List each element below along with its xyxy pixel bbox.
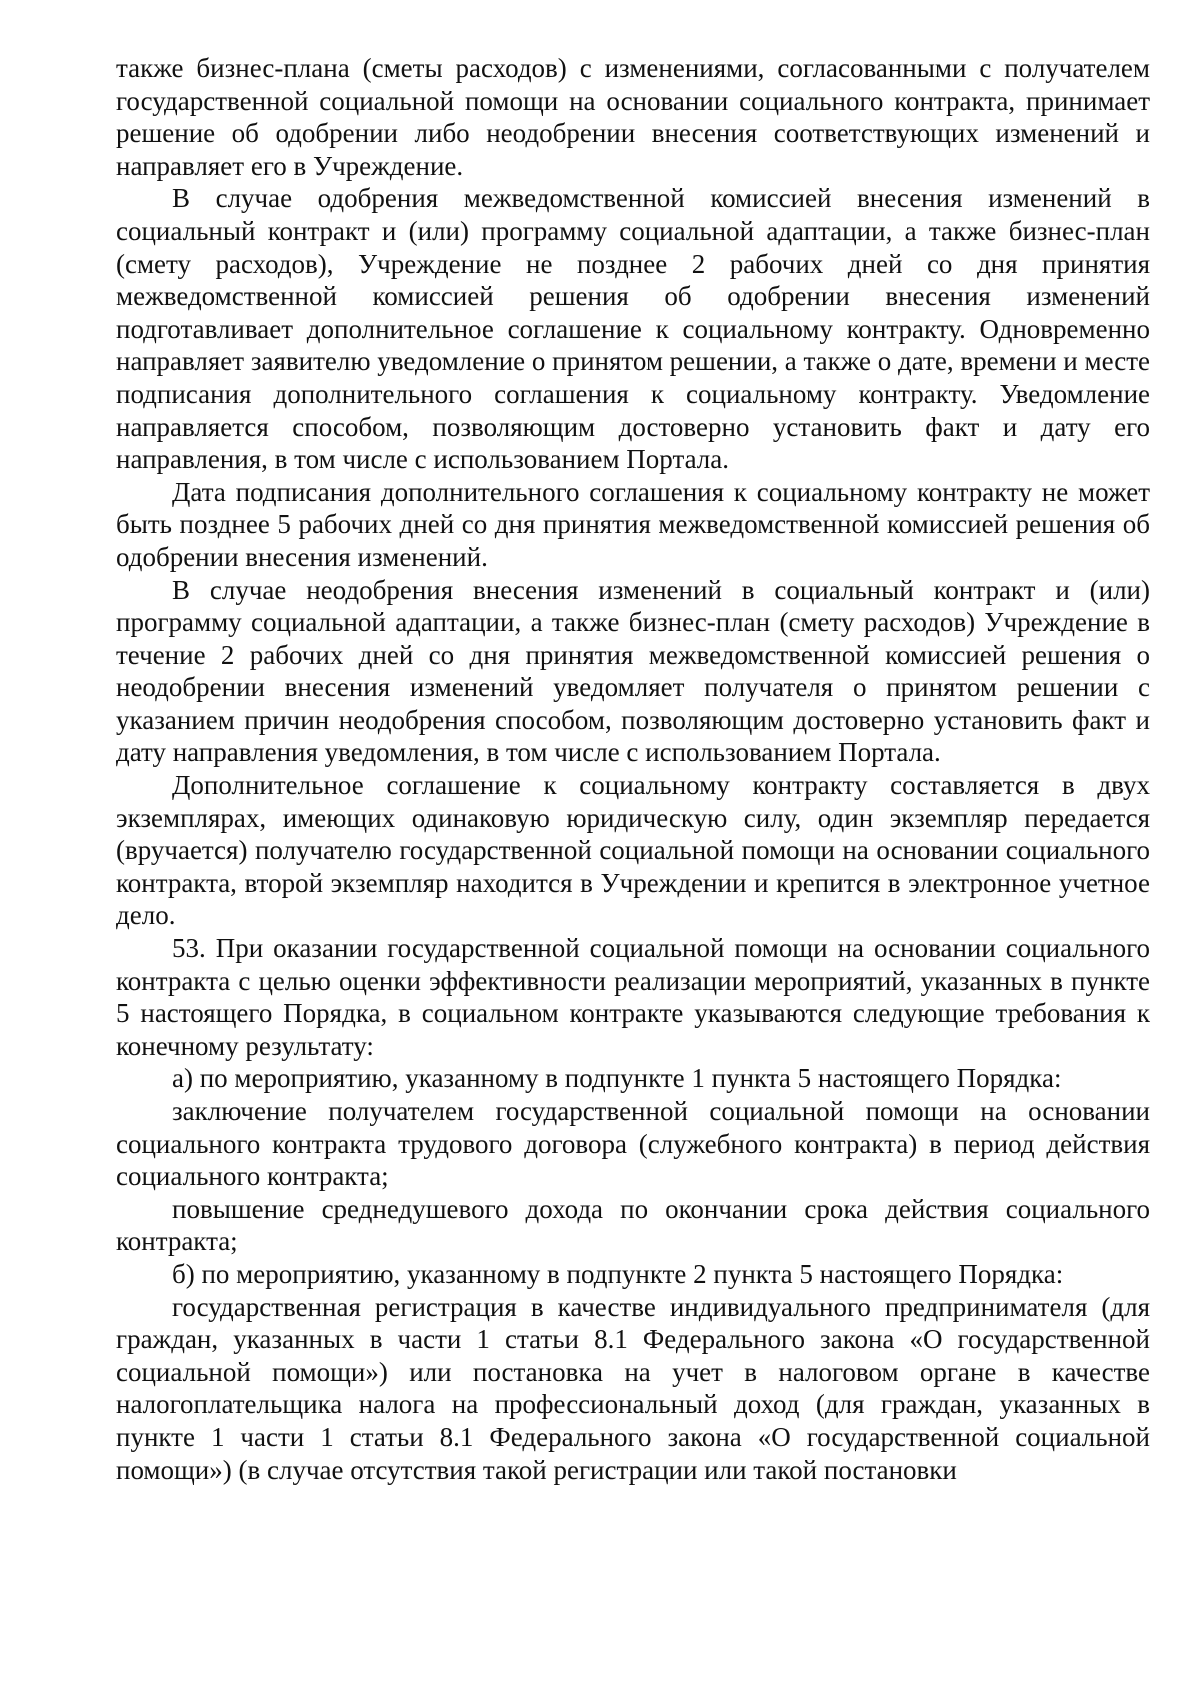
paragraph-employment-contract: заключение получателем государственной социальной помощи на основании социального контракта трудового договора (служебного контракта) в период действия социального контракта;	[116, 1096, 1150, 1192]
paragraph-approval-case: В случае одобрения межведомственной комиссией внесения изменений в социальный контракт и (или) программу социальной адаптации, а также бизнес-план (смету расходов), Учреждение не позднее 2 рабочих дней со дня принятия межведомственной комиссией решения об одобрении внесения изменений подготавливает дополнительное соглашение к социальному контракту. Одновременно направляет заявителю уведомление о принятом решении, а также о дате, времени и месте подписания дополнительного соглашения к социальному контракту. Уведомление направляется способом, позволяющим достоверно установить факт и дату его направления, в том числе с использованием Портала.	[116, 183, 1150, 475]
paragraph-subitem-b: б) по мероприятию, указанному в подпункте 2 пункта 5 настоящего Порядка:	[172, 1258, 1064, 1289]
paragraph-rejection-case: В случае неодобрения внесения изменений в социальный контракт и (или) программу социальной адаптации, а также бизнес-план (смету расходов) Учреждение в течение 2 рабочих дней со дня принятия межведомственной комиссией решения о неодобрении внесения изменений уведомляет получателя о принятом решении с указанием причин неодобрения способом, позволяющим достоверно установить факт и дату направления уведомления, в том числе с использованием Портала.	[116, 574, 1150, 768]
paragraph-copies: Дополнительное соглашение к социальному контракту составляется в двух экземплярах, имеющих одинаковую юридическую силу, один экземпляр передается (вручается) получателю государственной социальной помощи на основании социального контракта, второй экземпляр находится в Учреждении и крепится в электронное учетное дело.	[116, 770, 1150, 931]
document-page	[116, 52, 1150, 1486]
paragraph-signing-date: Дата подписания дополнительного соглашения к социальному контракту не может быть позднее 5 рабочих дней со дня принятия межведомственной комиссией решения об одобрении внесения изменений.	[116, 476, 1150, 572]
paragraph-registration: государственная регистрация в качестве индивидуального предпринимателя (для граждан, указанных в части 1 статьи 8.1 Федерального закона «О государственной социальной помощи») или постановка на учет в налоговом органе в качестве налогоплательщика налога на профессиональный доход (для граждан, указанных в пункте 1 части 1 статьи 8.1 Федерального закона «О государственной социальной помощи») (в случае отсутствия такой регистрации или такой постановки	[116, 1291, 1150, 1485]
paragraph-item-53: 53. При оказании государственной социальной помощи на основании социального контракта с целью оценки эффективности реализации мероприятий, указанных в пункте 5 настоящего Порядка, в социальном контракте указываются следующие требования к конечному результату:	[116, 933, 1150, 1061]
paragraph-income-increase: повышение среднедушевого дохода по окончании срока действия социального контракта;	[116, 1193, 1150, 1257]
paragraph-subitem-a: а) по мероприятию, указанному в подпункте 1 пункта 5 настоящего Порядка:	[172, 1063, 1062, 1094]
paragraph-continuation: также бизнес-плана (сметы расходов) с изменениями, согласованными с получателем государственной социальной помощи на основании социального контракта, принимает решение об одобрении либо неодобрении внесения соответствующих изменений и направляет его в Учреждение.	[116, 53, 1150, 181]
